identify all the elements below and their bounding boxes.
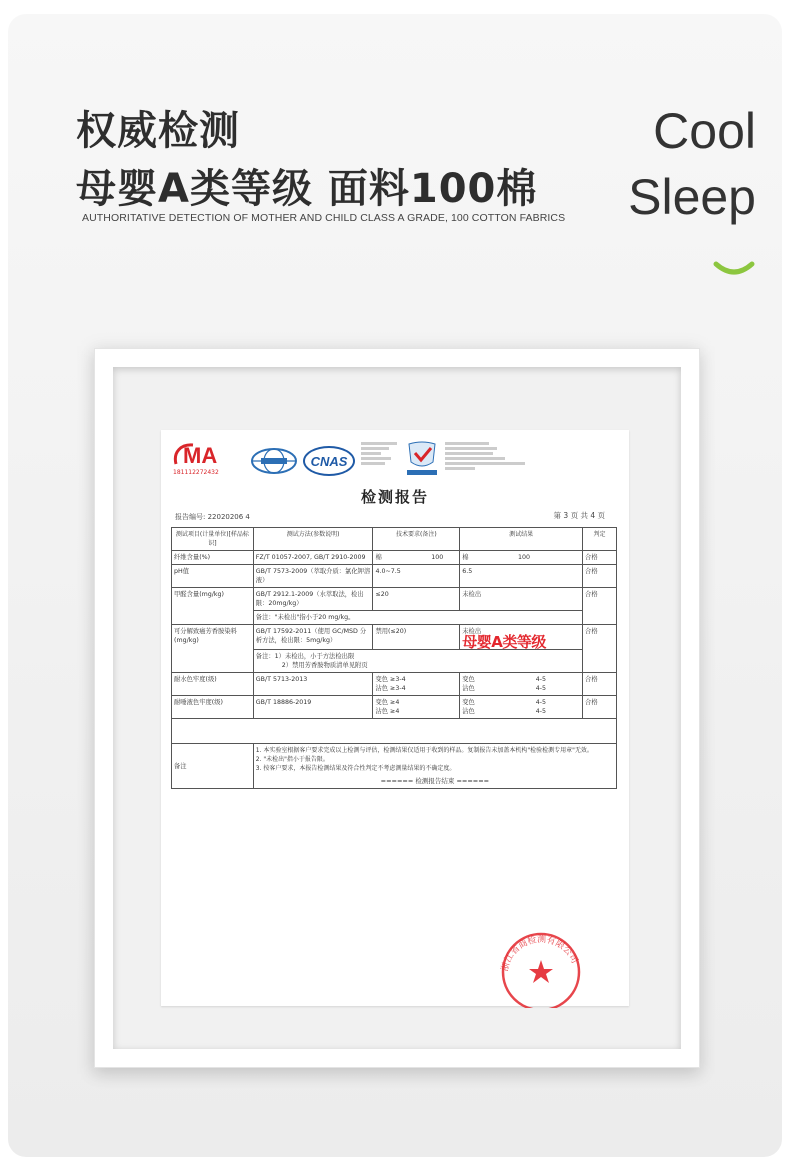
verified-check-icon (405, 440, 439, 478)
table-note-row: 备注："未检出"指小于20 mg/kg。 (172, 611, 617, 625)
background-panel (8, 14, 782, 1157)
results-table (171, 527, 617, 789)
remarks-row: 备注 1. 本实验室根据客户要求完成以上检测与评估，检测结果仅适用于收到的样品。复制报告未加盖本机构"检验检测专用章"无效。 2. "未检出"指小于报告限。 3. 按客户要求，本报告检测结果及符合性判定不考虑测量结果的不确定度。 ====== 检测报告结束 ====== (172, 744, 617, 789)
table-row: pH值 GB/T 7573-2009（萃取介质：氯化钾溶液） 4.0~7.5 6.5 合格 (172, 565, 617, 588)
grade-a-stamp: 母婴A类等级 (462, 633, 546, 651)
table-row: 耐唾液色牢度(级) GB/T 18886-2019 变色 ≥4 沾色 ≥4 变色 4-5 沾色 4-5 合格 (172, 696, 617, 719)
report-number: 报告编号: 22020206 4 (175, 513, 250, 521)
table-row: 纤维含量(%) FZ/T 01057-2007, GB/T 2910-2009 棉 100 棉 100 合格 (172, 551, 617, 565)
ma-logo-text: MA (183, 443, 218, 468)
cool-sleep-tagline (628, 98, 756, 230)
col-result: 测试结果 (460, 528, 583, 551)
tag-line-1: Cool (653, 103, 756, 159)
title-line-2: 母婴A类等级 面料100棉 (76, 166, 538, 212)
table-row: 耐水色牢度(级) GB/T 5713-2013 变色 ≥3-4 沾色 ≥3-4 变色 4-5 沾色 4-5 合格 (172, 673, 617, 696)
cma-mark-icon (173, 442, 239, 468)
cma-number: 181112272432 (173, 469, 219, 476)
ilac-globe-icon (249, 446, 299, 476)
table-header-row (172, 528, 617, 551)
smile-icon (710, 258, 758, 278)
col-requirement: 技术要求(备注) (373, 528, 460, 551)
picture-frame (94, 348, 700, 1068)
english-subtitle: AUTHORITATIVE DETECTION OF MOTHER AND CHILD CLASS A GRADE, 100 COTTON FABRICS (82, 212, 566, 224)
table-blank-row (172, 719, 617, 744)
frame-mat (113, 367, 681, 1049)
certification-logos (173, 440, 623, 480)
seal-text: 浙江省商检测有限公司 (500, 934, 580, 973)
col-item: 测试项目(计量单位)[样品标识] (172, 528, 254, 551)
report-end-line: ====== 检测报告结束 ====== (380, 777, 490, 785)
page-info: 第 3 页 共 4 页 (553, 511, 605, 520)
table-row: 可分解致癌芳香胺染料(mg/kg) GB/T 17592-2011（使用 GC/MSD 分析方法，检出限：5mg/kg） 禁用(≤20) 未检出 母婴A类等级 合格 (172, 625, 617, 650)
cma-logo (173, 442, 245, 478)
test-report-document (161, 430, 629, 1006)
cnas-text: CNAS (310, 454, 348, 469)
lab-info-right (445, 440, 525, 472)
table-note-row: 备注：1）未检出，小于方法检出限 2）禁用芳香胺物质清单见附页 (172, 650, 617, 673)
title-line-1: 权威检测 (76, 108, 240, 154)
cnas-logo (301, 444, 357, 478)
headline (76, 102, 537, 218)
col-method: 测试方法(参数说明) (253, 528, 373, 551)
lab-info-left (361, 440, 397, 467)
report-title: 检测报告 (360, 488, 429, 506)
col-judgement: 判定 (583, 528, 617, 551)
table-row: 甲醛含量(mg/kg) GB/T 2912.1-2009（水萃取法，检出限：20mg/kg） ≤20 未检出 合格 (172, 588, 617, 611)
tag-line-2: Sleep (628, 169, 756, 225)
official-seal-icon (497, 926, 585, 1008)
